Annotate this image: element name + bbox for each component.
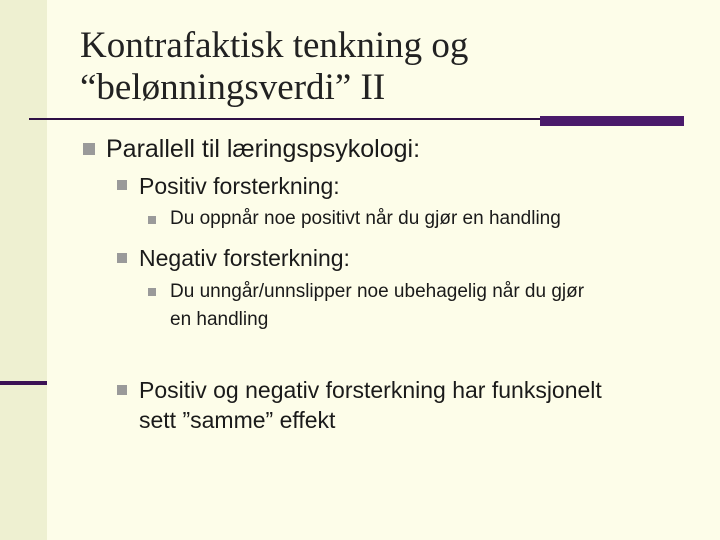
bullet-text-level-3-continued	[170, 308, 268, 332]
slide-title	[80, 25, 700, 109]
bullet-text-level-2	[139, 172, 340, 200]
slide-title-line-2: “belønningsverdi” II	[80, 67, 386, 108]
left-band-accent-line	[0, 381, 47, 385]
bullet-line: Negativ forsterkning:	[139, 245, 350, 271]
square-bullet-icon	[117, 385, 127, 395]
bullet-text-level-2	[139, 376, 602, 404]
bullet-line: Positiv forsterkning:	[139, 173, 340, 199]
square-bullet-icon	[148, 288, 156, 296]
square-bullet-icon	[83, 143, 95, 155]
bullet-text-level-1	[106, 134, 420, 164]
bullet-text-level-3	[170, 207, 561, 231]
bullet-line: en handling	[170, 309, 269, 330]
bullet-line: Positiv og negativ forsterkning har funksjonelt	[139, 377, 602, 403]
bullet-line: Du unngår/unnslipper noe ubehagelig når du gjør	[170, 281, 585, 302]
bullet-line: Parallell til læringspsykologi:	[106, 135, 421, 163]
square-bullet-icon	[148, 216, 156, 224]
bullet-line: Du oppnår noe positivt når du gjør en handling	[170, 208, 561, 229]
title-underline-accent	[540, 116, 684, 126]
bullet-text-level-2	[139, 244, 350, 272]
left-decorative-band	[0, 0, 47, 540]
square-bullet-icon	[117, 253, 127, 263]
square-bullet-icon	[117, 180, 127, 190]
bullet-text-level-2-continued	[139, 406, 335, 434]
slide-title-line-1: Kontrafaktisk tenkning og	[80, 25, 469, 66]
bullet-line: sett ”samme” effekt	[139, 407, 336, 433]
bullet-text-level-3	[170, 280, 584, 304]
